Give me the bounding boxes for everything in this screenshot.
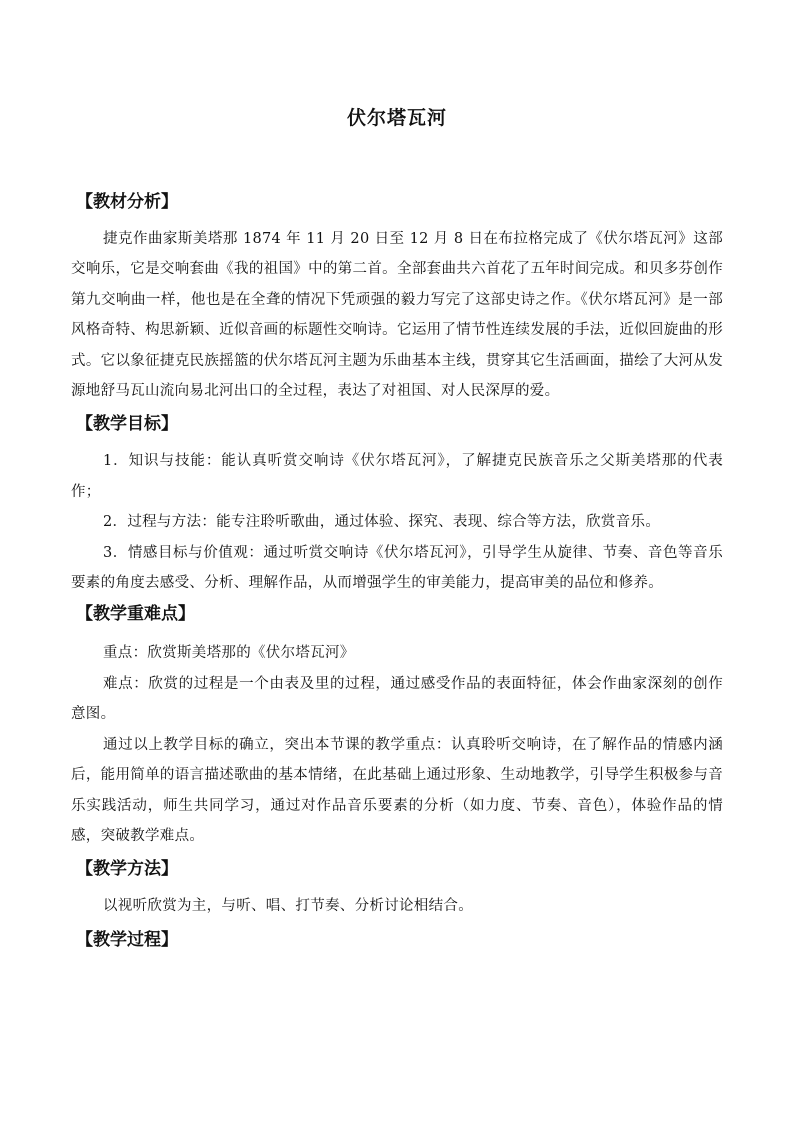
- section-heading-process: 【教学过程】: [76, 929, 178, 950]
- section-heading-key-points: 【教学重难点】: [76, 604, 195, 625]
- goal-item-1: 1．知识与技能：能认真听赏交响诗《伏尔塔瓦河》，了解捷克民族音乐之父斯美塔那的代表作；: [71, 453, 723, 500]
- key-point-summary: 通过以上教学目标的确立，突出本节课的教学重点：认真聆听交响诗，在了解作品的情感内涵后，能用简单的语言描述歌曲的基本情绪，在此基础上通过形象、生动地教学，引导学生积极参与音乐实践活动，师生共同学习，通过对作品音乐要素的分析（如力度、节奏、音色），体验作品的情感，突破教学难点。: [71, 736, 723, 844]
- method-paragraph: 以视听欣赏为主，与听、唱、打节奏、分析讨论相结合。: [103, 898, 473, 915]
- document-title: 伏尔塔瓦河: [346, 107, 447, 129]
- section-heading-goals: 【教学目标】: [76, 414, 178, 435]
- document-body: [71, 186, 723, 956]
- analysis-paragraph: 捷克作曲家斯美塔那 1874 年 11 月 20 日至 12 月 8 日在布拉格完成了《伏尔塔瓦河》这部交响乐，它是交响套曲《我的祖国》中的第二首。全部套曲共六首花了五年时间完成。和贝多芬创作第九交响曲一样，他也是在全聋的情况下凭顽强的毅力写完了这部史诗之作。《伏尔塔瓦河》是一部风格奇特、构思新颖、近似音画的标题性交响诗。它运用了情节性连续发展的手法，近似回旋曲的形式。它以象征捷克民族摇篮的伏尔塔瓦河主题为乐曲基本主线，贯穿其它生活画面，描绘了大河从发源地舒马瓦山流向易北河出口的全过程，表达了对祖国、对人民深厚的爱。: [71, 231, 723, 400]
- key-point-difficulty: 难点：欣赏的过程是一个由表及里的过程，通过感受作品的表面特征，体会作曲家深刻的创作意图。: [71, 675, 723, 723]
- section-heading-analysis: 【教材分析】: [76, 192, 178, 212]
- section-heading-method: 【教学方法】: [76, 859, 178, 880]
- key-point-focus: 重点：欣赏斯美塔那的《伏尔塔瓦河》: [103, 645, 355, 662]
- goal-item-2: 2．过程与方法：能专注聆听歌曲，通过体验、探究、表现、综合等方法，欣赏音乐。: [103, 514, 661, 531]
- goal-item-3: 3．情感目标与价值观：通过听赏交响诗《伏尔塔瓦河》，引导学生从旋律、节奏、音色等音乐要素的角度去感受、分析、理解作品，从而增强学生的审美能力，提高审美的品位和修养。: [71, 544, 723, 592]
